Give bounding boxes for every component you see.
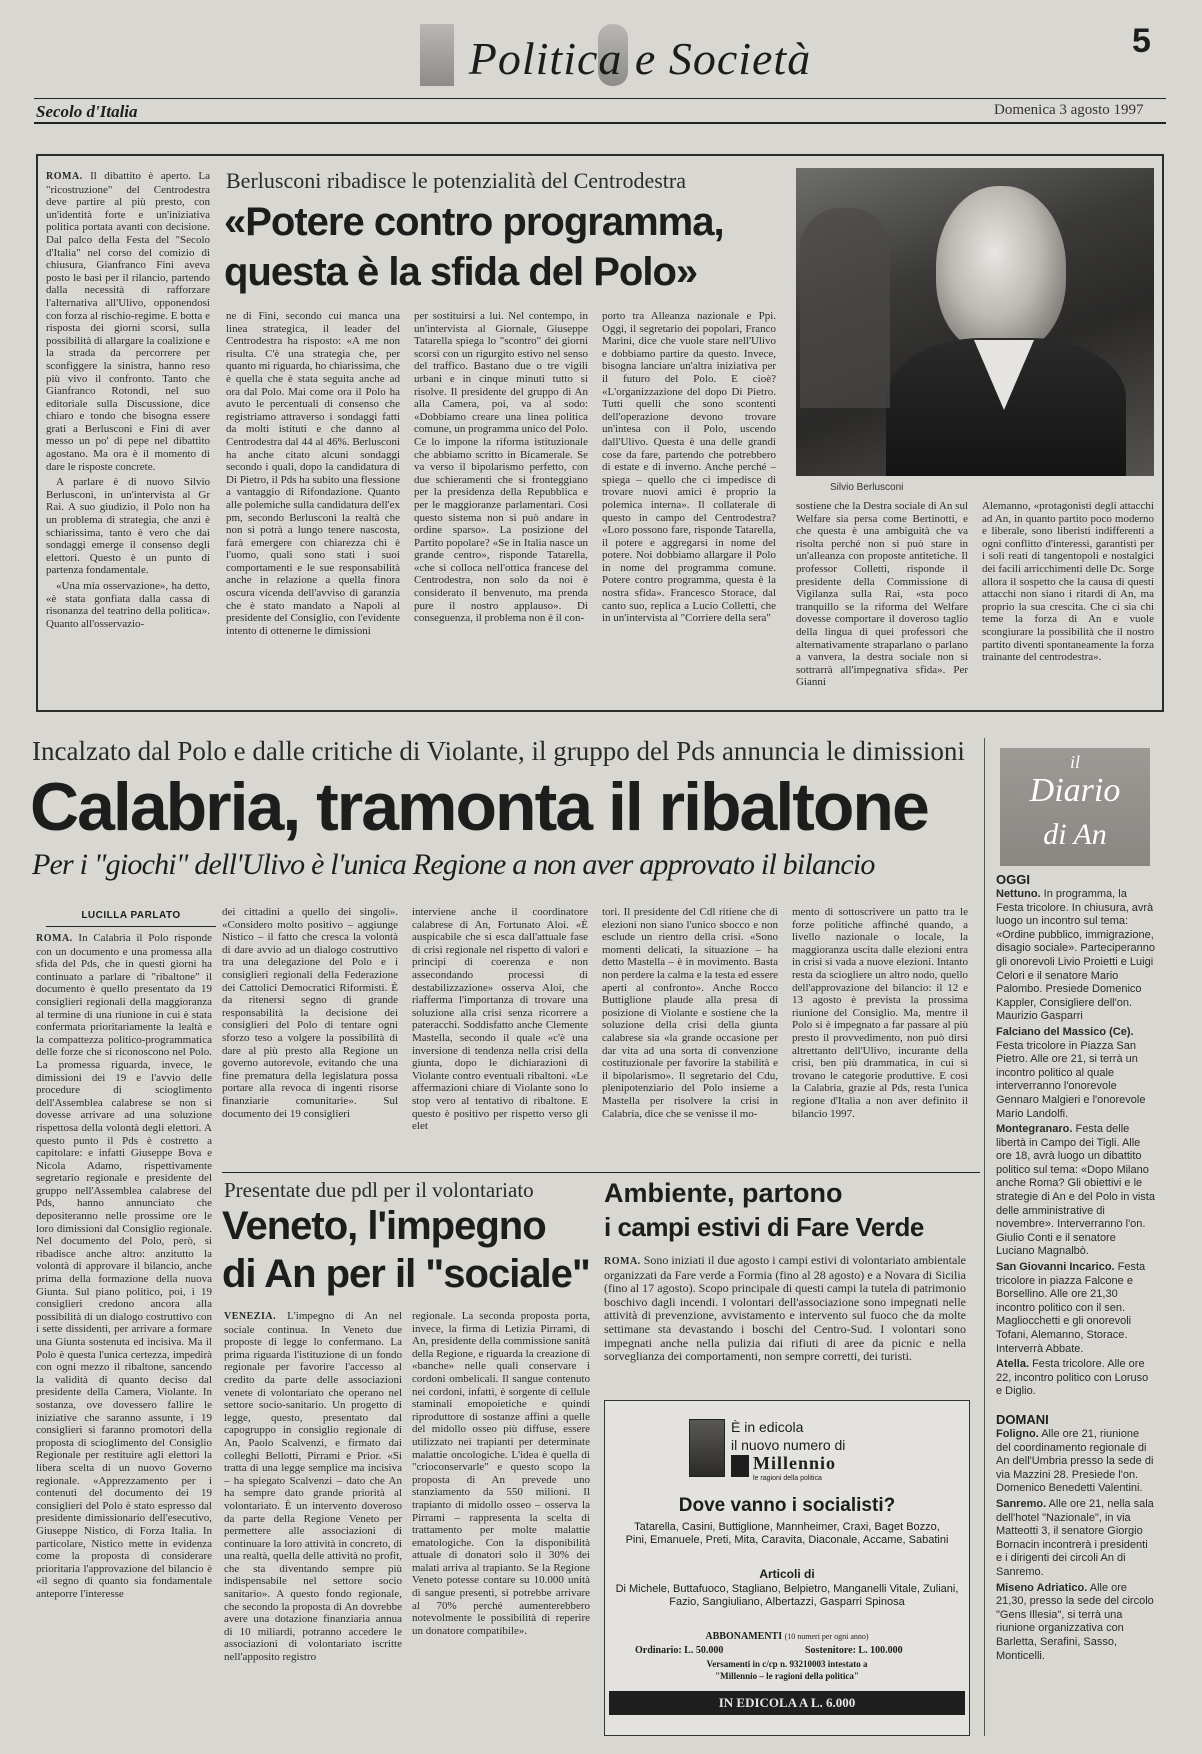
advert-subs-note: (10 numeri per ogni anno) (784, 1632, 869, 1641)
calabria-kicker: Incalzato dal Polo e dalle critiche di Violante, il gruppo del Pds annuncia le dimissioni (32, 736, 965, 766)
diary-item-text: In programma, la Festa tricolore. In chiusura, avrà luogo un incontro sul tema: «Ordine pubblico, immigrazione, disagio sociale». Parteciperanno gli onorevoli Livio Proietti e Luigi Celori e il senatore Mario Palombo. Presiede Domenico Kappler, Consigliere dell'on. Maurizio Gasparri (996, 888, 1155, 1023)
diario-badge (1000, 748, 1150, 866)
diary-item-place: Montegranaro. (996, 1123, 1073, 1136)
top-article-col1-text: Il dibattito è aperto. La "ricostruzione" del Centrodestra deve partire al più presto, con un'identità forte e un'iniziativa politica portata avanti con decisione. Dal palco della Festa del "Secolo d'Italia" nel corso del comizio di chiusura, Gianfranco Fini aveva posto le basi per il rilancio, partendo dalla necessità di rafforzare l'alternativa all'Ulivo, opponendosi con forza al rischio-regime. E botta e risposta dei giorni scorsi, sulla possibilità di allargare la coalizione e la strada da percorrere per sconfiggere la sinistra, hanno reso più vivo il confronto. Tanto che Gianfranco Rotondi, nel suo editoriale sulla Discussione, dice chiaro e tondo che bisogna essere grati a Berlusconi e Fini di aver messo un po' di pepe nel dibattito agostano. Ma ora è il momento di dare le risposte concrete. (46, 170, 210, 473)
veneto-kicker: Presentate due pdl per il volontariato (224, 1178, 534, 1202)
diary-item-place: Miseno Adriatico. (996, 1581, 1088, 1594)
veneto-col1-text: L'impegno di An nel sociale continua. In Veneto due proposte di legge lo confermano. La prima riguarda l'istituzione di un fondo regionale per favorire l'accesso al credito da parte delle associazioni venete di volontariato che operano nel settore socio-sanitario. Un progetto di legge, questo, presentato dal capogruppo in consiglio regionale di An, Paolo Scalvenzi, e firmato dai colleghi Bellotti, Pirrami e Prior. «Si tratta di una legge semplice ma incisiva – ha spiegato Scalvenzi – dato che An ha sempre dato grande priorità al volontariato. È un intervento doveroso da parte della Regione Veneto per permettere alle associazioni di continuare la loro attività in concreto, di una realtà, quella delle attività no profit, che sta diventando sempre più indispensabile nel settore socio sanitario». A questo fondo regionale, che secondo la proposta di An dovrebbe avere una dotazione finanziaria annua di 10 miliardi, potranno accedere le associazioni di volontariato iscritte nell'apposito registro (224, 1310, 402, 1664)
diary-list-item (996, 1498, 1156, 1580)
top-article-place: ROMA. (46, 171, 83, 182)
calabria-place: ROMA. (36, 933, 73, 944)
advert-intro-2: il nuovo numero di (731, 1437, 846, 1453)
millennio-logo-m (731, 1455, 749, 1477)
sidebar-divider (984, 738, 985, 1736)
diary-item-place: Sanremo. (996, 1497, 1047, 1510)
sidebar-domani-heading: DOMANI (996, 1412, 1049, 1427)
top-article-headline-2: questa è la sfida del Polo» (224, 250, 698, 294)
advert-articles-label: Articoli di (759, 1567, 815, 1581)
diary-list-item (996, 1428, 1156, 1496)
ambiente-text: Sono iniziati il due agosto i campi estivi di volontariato ambientale organizzati da Fare verde a Formia (fino al 28 agosto) e a Novara di Sicilia (fino al 17 agosto). Scopo principale di questi campi la tutela di patrimonio boschivo dagli incendi. I volontari dell'associazione sono impegnati nelle attività di prevenzione, avvistamento e intervento sul fuoco che da molte settimane sta devastando i boschi del Centro-Sud. I volontari sono impegnati anche nella pulizia dai rifiuti di aree da picnic e nella sorveglianza dei comportamenti, non sempre corretti, dei turisti. (604, 1254, 966, 1364)
diary-item-place: Nettuno. (996, 888, 1041, 900)
diario-badge-line-1: il (1069, 752, 1080, 772)
diary-item-text: Alle ore 21, riunione del coordinamento regionale di An dell'Umbria presso la sede di via Mazzini 28. Presiede l'on. Domenico Benedetti Valentini. (996, 1428, 1154, 1495)
masthead-rule (34, 98, 1166, 99)
ambiente-headline-1: Ambiente, partono (604, 1178, 843, 1208)
diario-badge-line-2: Diario (1029, 772, 1121, 809)
calabria-byline: LUCILLA PARLATO (81, 910, 181, 921)
calabria-col-3: interviene anche il coordinatore calabrese di An, Fortunato Aloi. «È auspicabile che si esca dall'attuale fase di crisi regionale nel rispetto di valori e principi di coerenza e non assecondando processi di destabilizzazione» osserva Aloi, che riafferma l'importanza di trovare una soluzione alla crisi senza ricorrere a pateracchi. Soddisfatto anche Clemente Mastella, secondo il quale «c'è una inversione di tendenza nella crisi della giunta, dopo le dichiarazioni di Violante contro eventuali ribaltoni. «Le affermazioni chiare di Violante sono lo stop vero al tentativo di ribaltone. E questo è positivo per rispetto verso gli elet (412, 906, 588, 1133)
diary-item-text: Festa delle libertà in Campo dei Tigli. Alle ore 18, avrà luogo un dibattito politico sul tema: «Dopo Milano anche Roma? Gli obiettivi e le strategie di An e del Polo in vista delle amministrative di novembre». Interverranno l'on. Giulio Conti e il senatore Luciano Magnalbò. (996, 1123, 1155, 1258)
veneto-place: VENEZIA. (224, 1311, 277, 1322)
advert-subs-title (605, 1631, 969, 1642)
sidebar-domani-list (996, 1428, 1156, 1734)
diary-list-item (996, 1261, 1156, 1356)
calabria-col1-text: In Calabria il Polo risponde con un documento e una promessa alla sfida del Pds, che in questi giorni ha continuato a parlare di "ribaltone" il documento è quello presentato da 19 consiglieri regionali della maggioranza al termine di una riunione in cui è stata confermata prioritariamente la lealtà e la compattezza politico-programmatica delle forze che si riconoscono nel Polo. La promessa riguarda, invece, le dimissioni dei 19 e l'avvio delle procedure di scioglimento dell'Assemblea calabrese se non si dovesse arrivare ad una soluzione rispettosa della volontà degli elettori. A questo punto il Pds è costretto a capitolare: e infatti Giuseppe Bova e Nicola Adamo, rispettivamente segretario regionale e presidente del gruppo nell'Assemblea calabrese del Pds, hanno annunciato che depositeranno nelle prossime ore le loro dimissioni dal Consiglio regionale. Nel documento del Polo, però, si ribadisce anche altro: anzitutto la volontà di approvare il bilancio, anche prima della formazione della nuova Giunta. Sul piano politico, poi, i 19 consiglieri credono ancora alla possibilità di un dialogo costruttivo con i sette dissidenti, per arrivare a formare una Giunta sostenuta ed incisiva. Ma il Polo è questa l'unica certezza, impedirà con ogni mezzo il ribaltone, sancendo la validità di quanto deciso dal presidente della Camera, Violante. In sostanza, ove dovessero fallire le iniziative che saranno assunte, i 19 consiglieri si faranno promotori della proposta di scioglimento del Consiglio Regionale per restituire agli elettori la libera scelta di un nuovo Governo regionale. «Apprezzamento per i contenuti del documento dei 19 consiglieri del Polo è stato espresso dal presidente dimissionario dell'esecutivo, Giuseppe Nistico, di Forza Italia. In particolare, Nistico mette in evidenza come la proposta di considerare prioritaria l'approvazione del bilancio è «il segno di quanto sia fondamentale anteporre l'interesse (36, 932, 212, 1600)
top-article-col-2: ne di Fini, secondo cui manca una linea strategica, il leader del Centrodestra ha risposto: «A me non risulta. C'è una strategia che, per quanto mi riguarda, ho chiarissima, che è quella che è stata seguita anche ad ora dal Polo. Mai come ora il Polo ha avuto le percentuali di consenso che registriamo attraverso i sondaggi fatti da molti istituti e che danno al Centrodestra dal 44 al 46%. Berlusconi ha anche citato alcuni sondaggi secondo i quali, dopo la candidatura di Di Pietro, il Pds ha subito una flessione a vantaggio di Rifondazione. Quanto alle polemiche sulla candidatura dell'ex pm, secondo Berlusconi la realtà che non si potrà a lungo tenere nascosta, farà emergere con chiarezza chi è l'uomo, quali sono stati i suoi comportamenti e le sue responsabilità anche in relazione a quella finora oscura vicenda dell'avviso di garanzia che è stato mandato a Napoli al presidente del Consiglio, con l'evidente intento di ottenerne le dimissioni (226, 310, 400, 637)
advert-question: Dove vanno i socialisti? (678, 1495, 896, 1516)
diary-item-place: San Giovanni Incarico. (996, 1261, 1115, 1274)
diario-badge-line-3: di An (1043, 818, 1107, 851)
top-article-col-3: per sostituirsi a lui. Nel contempo, in un'intervista al Giornale, Giuseppe Tatarella spiega lo "scontro" dei giorni scorsi con un rigurgito estivo nel senso del traffico. Bastano due o tre vigili urbani e in cinque minuti tutto si risolve. Il presidente del gruppo di An alla Camera, poi, va al sodo: «Dobbiamo creare una linea politica comune, un programma unico del Polo. Ce lo impone la riforma istituzionale che abbiamo scritto in Bicamerale. Se va verso il bipolarismo perfetto, con due schieramenti che si fronteggiano per la presidenza della Repubblica e per le maggioranze parlamentari. Così questo sistema non si può andare in ordine sparso». La posizione del Partito popolare? «Se in Italia nasce un grande centro», risponde Tatarella, «che si colloca nell'ottica francese del Centrodestra, non solo da noi è considerato il benvenuto, ma prenda pure il nostro applauso». Di conseguenza, il problema non è il con- (414, 310, 588, 625)
advert-subs-title-text: ABBONAMENTI (705, 1631, 783, 1642)
section-title (420, 20, 860, 92)
diary-list-item (996, 1123, 1156, 1259)
veneto-headline-2: di An per il "sociale" (222, 1252, 590, 1296)
top-article-col-5: sostiene che la Destra sociale di An sul Welfare sia persa come Bertinotti, e che questa è una ambiguità che va risolta perché non si può stare in un'alleanza con proposte antitetiche. Il professor Colletti, risponde il presidente della Commissione di Vigilanza sulla Rai, «sta poco tranquillo se la riforma del Welfare dovesse comportare il doveroso taglio della lingua di quei professori che alternativamente straparlano o parlano a vanvera, la destra sociale non si sottrarrà all'impegnativa sfida». Per Gianni (796, 500, 968, 689)
photo-face (936, 186, 1066, 354)
byline-rule (46, 926, 216, 927)
diary-list-item (996, 1026, 1156, 1121)
top-article-headline-1: «Potere contro programma, (224, 200, 724, 244)
top-article-kicker: Berlusconi ribadisce le potenzialità del Centrodestra (226, 168, 687, 193)
issue-date: Domenica 3 agosto 1997 (994, 102, 1144, 118)
sidebar-oggi-list (996, 888, 1156, 1408)
diary-item-text: Festa tricolore in piazza Falcone e Borsellino. Alle ore 21,30 incontro politico con il sen. Magliocchetti e gli onorevoli Tofani, Alemanno, Storace. Interverrà Abbate. (996, 1261, 1146, 1355)
sidebar-oggi-heading: OGGI (996, 872, 1030, 887)
diary-item-text: Alle ore 21, nella sala dell'hotel "Nazionale", in via Matteotti 3, il senatore Giorgio Bornacin incontrerà i presidenti e i dirigenti dei circoli An di Sanremo. (996, 1497, 1154, 1578)
calabria-col-1 (36, 932, 212, 1736)
calabria-col-5: mento di sottoscrivere un patto tra le forze politiche affinché quando, a livello nazionale o locale, la maggioranza uscita dalle elezioni entra in crisi si vada a nuove elezioni. Intanto resta da sciogliere un altro nodo, quello dell'approvazione del bilancio: il 12 e 13 agosto è prevista la prossima riunione del Consiglio. Ma, mentre il Polo si è impegnato a far passare al più presto il provvedimento, non può dirsi altrettanto dell'Ulivo, incurante della crisi, ben più drammatica, in cui si trovano le categorie produttive. E così la Calabria, grazie al Pds, resta l'unica regione d'Italia a non aver definito il bilancio 1997. (792, 906, 968, 1120)
advert-subs-support: Sostenitore: L. 100.000 (805, 1645, 903, 1656)
calabria-col-2: dei cittadini a quello dei singoli». «Considero molto positivo – aggiunge Nistico – il fatto che cresca la volontà di dare avvio ad un dialogo costruttivo tra una delegazione del Polo e i consiglieri regionali della Federazione dei Cattolici Democratici Riformisti. È da ritenersi segno di grande responsabilità la decisione dei consiglieri del Polo di tentare ogni sforzo teso a volgere la possibilità di dare al più presto alla Regione un governo autorevole, evitando che una fine prematura della legislatura possa portare alla revoca di ingenti risorse finanziarie comunitarie». Sul documento dei 19 consiglieri (222, 906, 398, 1120)
calabria-headline: Calabria, tramonta il ribaltone (30, 769, 928, 845)
diary-item-place: Atella. (996, 1358, 1030, 1371)
diary-list-item (996, 1582, 1156, 1664)
diary-list-item (996, 888, 1156, 1024)
top-article-col1-text-b: A parlare è di nuovo Silvio Berlusconi, in un'intervista al Gr Rai. A suo giudizio, il Polo non ha un problema di strategia, che anzi è schiarissima, tanto è vero che dai sondaggi emerge il consenso degli elettori. Questo è un punto di partenza fondamentale. (46, 476, 210, 577)
section-title-text: Politica e Società (468, 33, 812, 84)
diary-item-text: Festa tricolore. Alle ore 22, incontro politico con Loruso e Diglio. (996, 1358, 1149, 1398)
advert-subs-ordinary: Ordinario: L. 50.000 (635, 1645, 724, 1656)
ambiente-place: ROMA. (604, 1256, 641, 1267)
top-article-col-4: porto tra Alleanza nazionale e Ppi. Oggi, il segretario dei popolari, Franco Marini, dice che vuole stare nell'Ulivo e dobbiamo partire da questo. Invece, bisogna lanciare un'altra iniziativa per il futuro del Polo. E cioè? «L'organizzazione del dopo Di Pietro. Tutti quelli che sono scontenti dell'operazione devono trovare un'intesa con il Polo, uscendo dall'Ulivo. Questa è una delle grandi cose da fare, partendo che potrebbero di estate e di inverno. Anche perché – spiega – quello che ci impedisce di trovare nuovi amici è proprio la polemica interna». Il collaterale di questo in campo del Centrodestra? «Loro possono fare, risponde Tatarella, il potere e aggregarsi in nome del potere. Noi dobbiamo allargare il Polo in nome del programma comune. Potere contro programma, questa è la nostra sfida». Francesco Storace, dal canto suo, replica a Lucio Colletti, che in un'intervista al "Corriere della sera" (602, 310, 776, 625)
veneto-col-1 (224, 1310, 402, 1736)
top-article-col-1 (46, 170, 210, 698)
ambiente-body (604, 1254, 966, 1394)
diary-list-item (996, 1358, 1156, 1399)
calabria-col-4: tori. Il presidente del Cdl ritiene che di elezioni non siano l'unico sbocco e non esclude un rientro della crisi. «Sono momenti delicati, la situazione – ha detto Mastella – è in movimento. Basta non perdere la calma e la testa ed essere aperti al confronto». Anche Rocco Buttiglione plaude alla presa di posizione di Violante e sostiene che la soluzione della crisi della giunta calabrese sia «la grande occasione per dar vita ad una sorta di convenzione costituzionale per favorire la stabilità e il bipolarismo». Il segretario del Cdu, plenipotenziario del Polo insieme a Mastella per risolvere la crisi in Calabria, dice che se venisse il mo- (602, 906, 778, 1120)
advert-subs-account: Versamenti in c/cp n. 93210003 intestato a (706, 1659, 868, 1669)
millennio-logo: Millennio (753, 1453, 837, 1473)
berlusconi-photo (796, 168, 1154, 476)
photo-caption: Silvio Berlusconi (830, 482, 904, 493)
diary-item-place: Foligno. (996, 1428, 1039, 1440)
page-number: 5 (1132, 22, 1151, 60)
advert-names: Tatarella, Casini, Buttiglione, Mannheimer, Craxi, Baget Bozzo, Pini, Emanuele, Preti, Mita, Caravita, Diaconale, Accame, Sabatini (625, 1521, 949, 1546)
advert-intro-1: È in edicola (731, 1419, 804, 1435)
top-article-col-6: Alemanno, «protagonisti degli attacchi ad An, in quanto partito poco moderno e liberale, sono liberisti indifferenti a ogni conflitto d'interessi, garantisti per i soli reati di tangentopoli e nostalgici dei facili arricchimenti delle Dc. Sorge allora il sospetto che la causa di questi attacchi non siano i ritardi di An, ma proprio la sua crescita. Che ci sia chi teme la forza di An e vuole scongiurare la possibilità che il nostro partito diventi spontaneamente la forza trainante del centrodestra». (982, 500, 1154, 664)
masthead-rule-bottom (34, 122, 1166, 124)
top-article-col1-text-c: «Una mia osservazione», ha detto, «è stata gonfiata dalla cassa di risonanza del teatrino della politica». Quanto all'osservazio- (46, 580, 210, 630)
paper-name: Secolo d'Italia (36, 102, 138, 121)
advert-articles-names: Di Michele, Buttafuoco, Stagliano, Belpietro, Manganelli Vitale, Zuliani, Fazio, Sangiuliano, Albertazzi, Gasparri Spinosa (615, 1583, 959, 1608)
diary-item-place: Falciano del Massico (Ce). (996, 1025, 1134, 1038)
millennio-cover (689, 1419, 725, 1477)
millennio-tagline: le ragioni della politica (753, 1475, 822, 1482)
diary-item-text: Festa tricolore in Piazza San Pietro. Alle ore 21, si terrà un incontro politico al quale interverranno l'onorevole Gennaro Malgieri e l'onorevole Mario Landolfi. (996, 1039, 1146, 1120)
calabria-subhead: Per i "giochi" dell'Ulivo è l'unica Regione a non aver approvato il bilancio (32, 848, 875, 881)
mid-rule (222, 1172, 980, 1173)
veneto-col-2: regionale. La seconda proposta porta, invece, la firma di Letizia Pirrami, di An, presidente della commissione sanità della Regione, e riguarda la creazione di «banche» nelle quali conservare i cordoni ombelicali. Il sangue contenuto nei cordoni, infatti, è sorgente di cellule staminali emopoietiche e quindi riproduttore di sostanze affini a quelle del midollo osseo più diffuse, essere utilizzato nei trapianti per determinate malattie oncologiche. L'idea è quella di "crioconservarle" e questo scopo la proposta di An prevede uno stanziamento da 550 milioni. Il trapianto di midollo osseo – osserva la Pirrami – rappresenta la scelta di trattamento per molte malattie ematologiche. Con la disponibilità attuale di donatori solo il 30% dei malati arriva al trapianto. Se la Regione Veneto potesse contare su 10.000 unità di sangue presenti, si potrebbe arrivare al 70% perché aumenterebbero notevolmente le possibilità di reperire un donatore compatibile». (412, 1310, 590, 1637)
photo-background-figure (800, 208, 890, 408)
ambiente-headline-2: i campi estivi di Fare Verde (604, 1212, 924, 1242)
advert-footer: IN EDICOLA A L. 6.000 (609, 1691, 965, 1715)
diary-item-text: Alle ore 21,30, presso la sede del circolo "Gens Illesia", si terrà una riunione organizzativa con Barletta, Serafini, Sasso, Monticelli. (996, 1581, 1154, 1662)
veneto-headline-1: Veneto, l'impegno (222, 1204, 546, 1248)
advert-subs-account-2: "Millennio – le ragioni della politica" (715, 1671, 859, 1681)
millennio-advert (604, 1400, 970, 1736)
